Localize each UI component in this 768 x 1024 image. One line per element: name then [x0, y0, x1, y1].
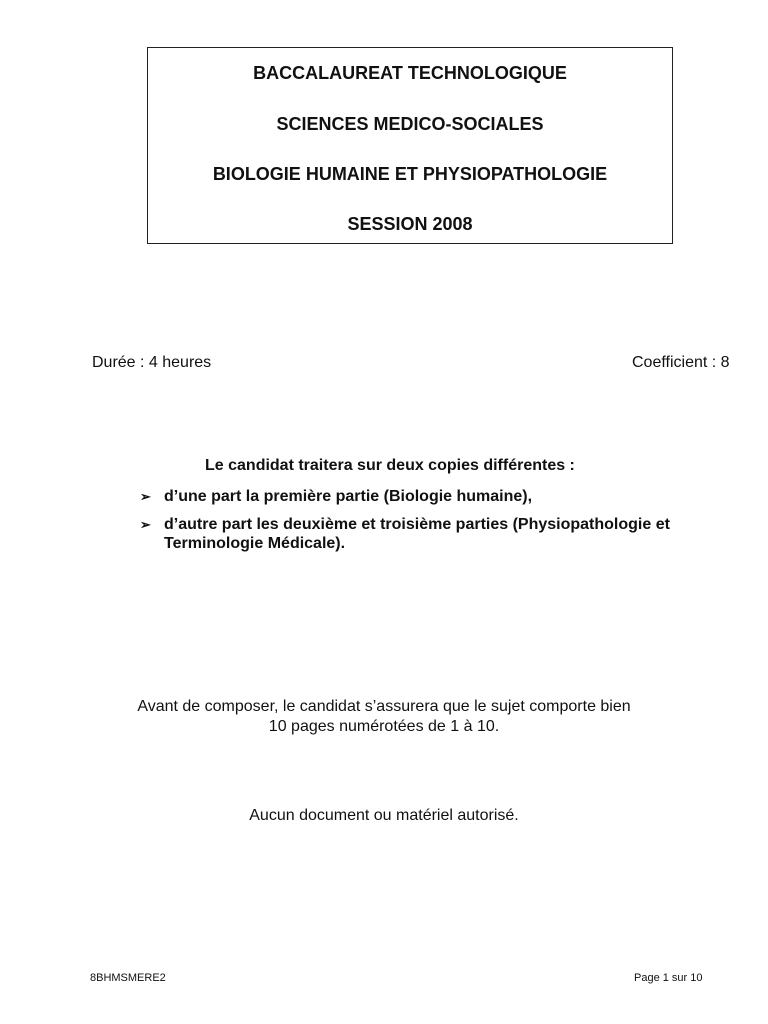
section-title: SCIENCES MEDICO-SOCIALES [276, 114, 544, 134]
session-title: SESSION 2008 [347, 214, 473, 234]
coefficient-text: Coefficient : 8 [632, 354, 730, 371]
document-code: 8BHMSMERE2 [90, 972, 166, 984]
list-item [140, 487, 740, 506]
page-check-note-line1: Avant de composer, le candidat s’assurera que le sujet comporte bien [137, 698, 631, 715]
duration-text: Durée : 4 heures [92, 354, 212, 371]
no-documents-note: Aucun document ou matériel autorisé. [249, 807, 519, 824]
page-check-note-line2: 10 pages numérotées de 1 à 10. [268, 718, 500, 735]
list-item [140, 515, 740, 553]
exam-type-title: BACCALAUREAT TECHNOLOGIQUE [253, 63, 567, 83]
instructions-heading: Le candidat traitera sur deux copies différentes : [205, 457, 575, 474]
list-item-text: d’autre part les deuxième et troisième parties (Physiopathologie et Terminologie Médicale). [164, 516, 670, 552]
title-box [147, 47, 673, 244]
list-item-text: d’une part la première partie (Biologie humaine), [164, 488, 533, 505]
subject-title: BIOLOGIE HUMAINE ET PHYSIOPATHOLOGIE [212, 164, 608, 184]
page-number: Page 1 sur 10 [634, 972, 703, 984]
instructions-list [140, 487, 740, 562]
arrow-bullet-icon: ➢ [140, 517, 151, 532]
arrow-bullet-icon: ➢ [140, 489, 151, 504]
